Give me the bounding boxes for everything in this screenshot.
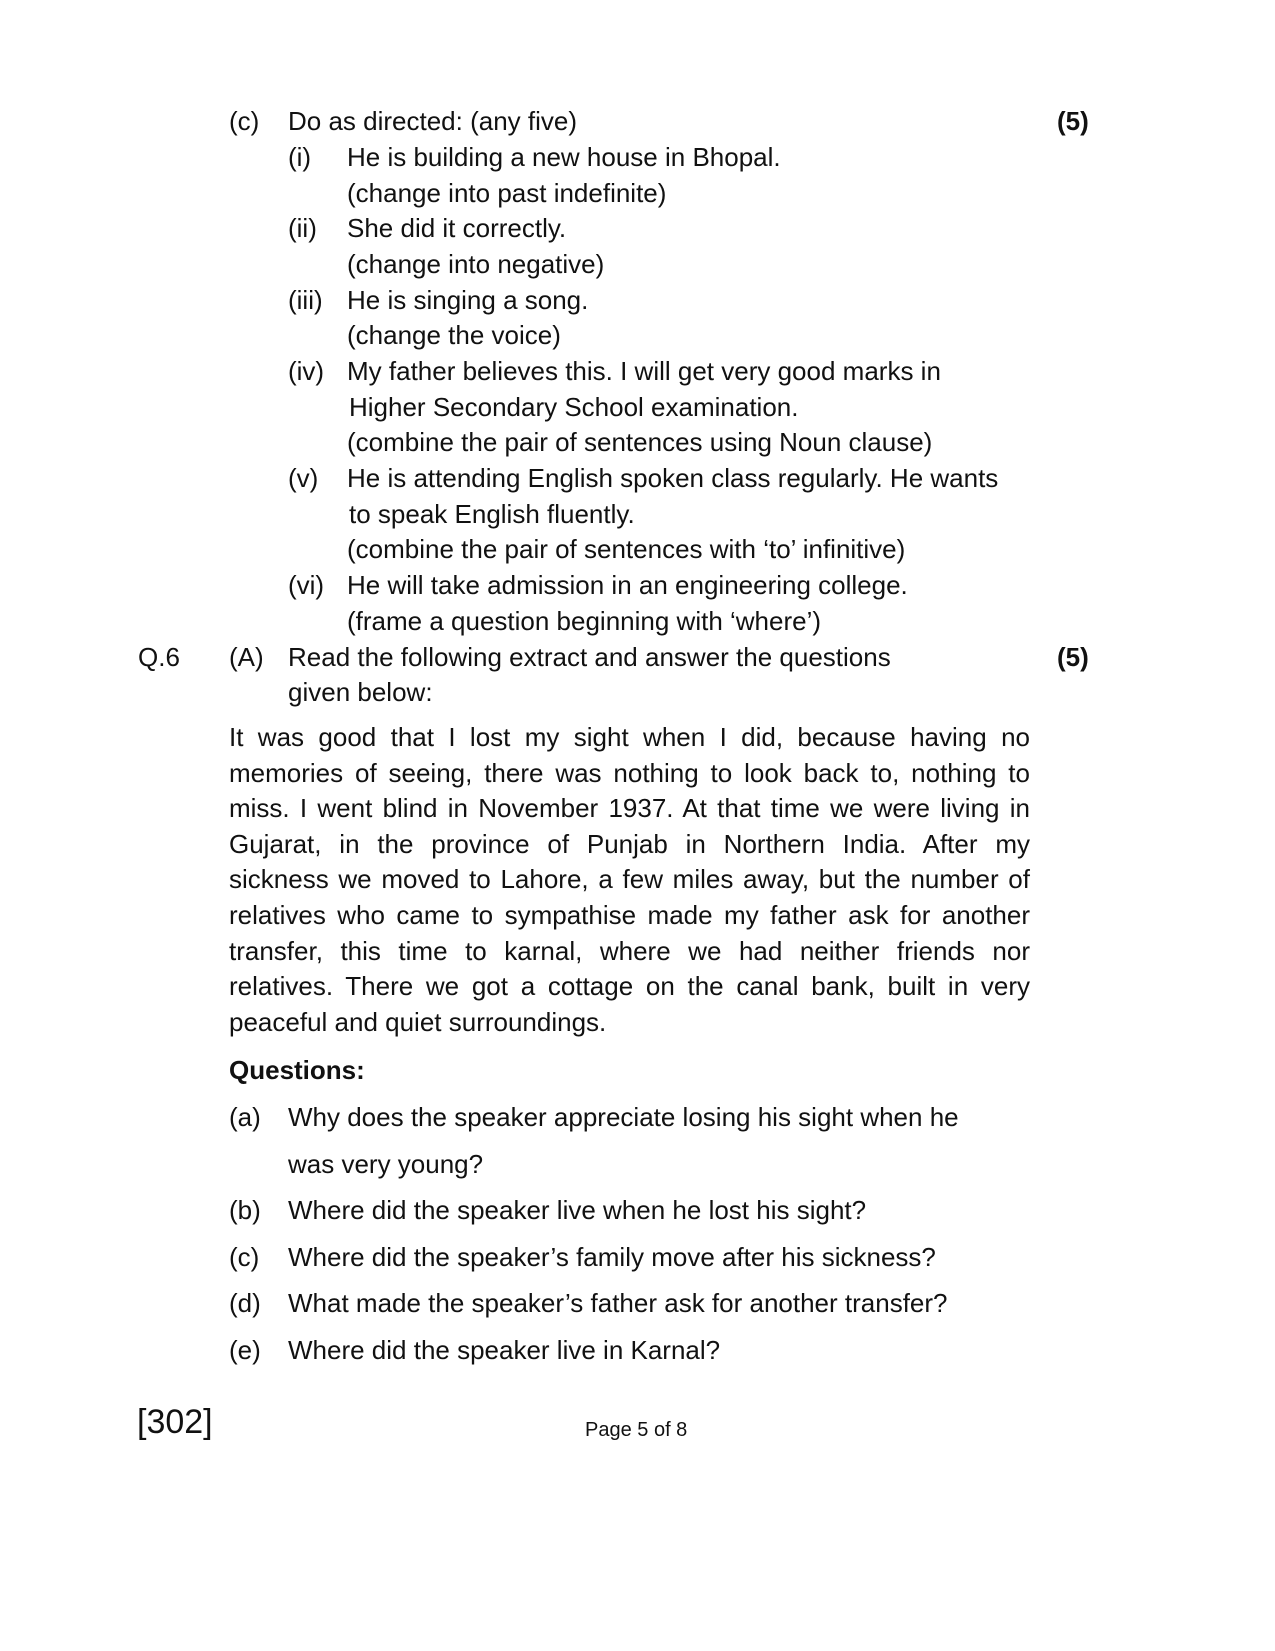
item-sentence-continued: Higher Secondary School examination. xyxy=(349,392,799,422)
sub-question-label: (d) xyxy=(229,1288,261,1318)
item-number: (iv) xyxy=(288,356,325,386)
questions-heading: Questions: xyxy=(229,1055,365,1085)
sub-question-text: What made the speaker’s father ask for another transfer? xyxy=(288,1288,948,1318)
item-sentence: He is attending English spoken class regularly. He wants xyxy=(347,463,999,493)
sub-question-label: (e) xyxy=(229,1335,261,1365)
sub-question-label: (c) xyxy=(229,1242,260,1272)
sub-question-text-continued: was very young? xyxy=(288,1149,484,1179)
sub-question-text: Where did the speaker live when he lost his sight? xyxy=(288,1195,867,1225)
item-direction: (change into past indefinite) xyxy=(347,178,667,208)
item-sentence: She did it correctly. xyxy=(347,213,567,243)
sub-question-text: Where did the speaker’s family move after his sickness? xyxy=(288,1242,936,1272)
question-instruction-continued: given below: xyxy=(288,677,433,707)
sub-question-text: Why does the speaker appreciate losing his sight when he xyxy=(288,1102,959,1132)
section-c-label: (c) xyxy=(229,106,260,136)
item-direction: (frame a question beginning with ‘where’) xyxy=(347,606,822,636)
item-number: (v) xyxy=(288,463,319,493)
question-marks: (5) xyxy=(1057,642,1089,672)
sub-question-label: (b) xyxy=(229,1195,261,1225)
page-number: Page 5 of 8 xyxy=(585,1419,688,1441)
item-number: (vi) xyxy=(288,570,325,600)
sub-question-text: Where did the speaker live in Karnal? xyxy=(288,1335,721,1365)
paper-code: [302] xyxy=(137,1403,213,1441)
item-sentence: He is building a new house in Bhopal. xyxy=(347,142,781,172)
item-sentence: He is singing a song. xyxy=(347,285,589,315)
item-direction: (combine the pair of sentences with ‘to’ infinitive) xyxy=(347,534,906,564)
item-direction: (change the voice) xyxy=(347,320,561,350)
item-sentence: My father believes this. I will get very good marks in xyxy=(347,356,941,386)
item-number: (i) xyxy=(288,142,312,172)
item-sentence-continued: to speak English fluently. xyxy=(349,499,635,529)
question-number: Q.6 xyxy=(138,642,180,672)
item-direction: (change into negative) xyxy=(347,249,605,279)
item-sentence: He will take admission in an engineering college. xyxy=(347,570,908,600)
section-c-instruction: Do as directed: (any five) xyxy=(288,106,578,136)
item-number: (iii) xyxy=(288,285,323,315)
extract-passage: It was good that I lost my sight when I did, because having no memories of seeing, there was nothing to look back to, nothing to miss. I went blind in November 1937. At that time we were living in Gujarat, in the province of Punjab in Northern India. After my sickness we moved to Lahore, a few miles away, but the number of relatives who came to sympathise made my father ask for another transfer, this time to karnal, where we had neither friends nor relatives. There we got a cottage on the canal bank, built in very peaceful and quiet surroundings. xyxy=(229,722,1030,1037)
question-instruction: Read the following extract and answer the questions xyxy=(288,642,891,672)
section-c-marks: (5) xyxy=(1057,106,1089,136)
question-part: (A) xyxy=(229,642,264,672)
item-direction: (combine the pair of sentences using Noun clause) xyxy=(347,427,933,457)
item-number: (ii) xyxy=(288,213,317,243)
sub-question-label: (a) xyxy=(229,1102,261,1132)
